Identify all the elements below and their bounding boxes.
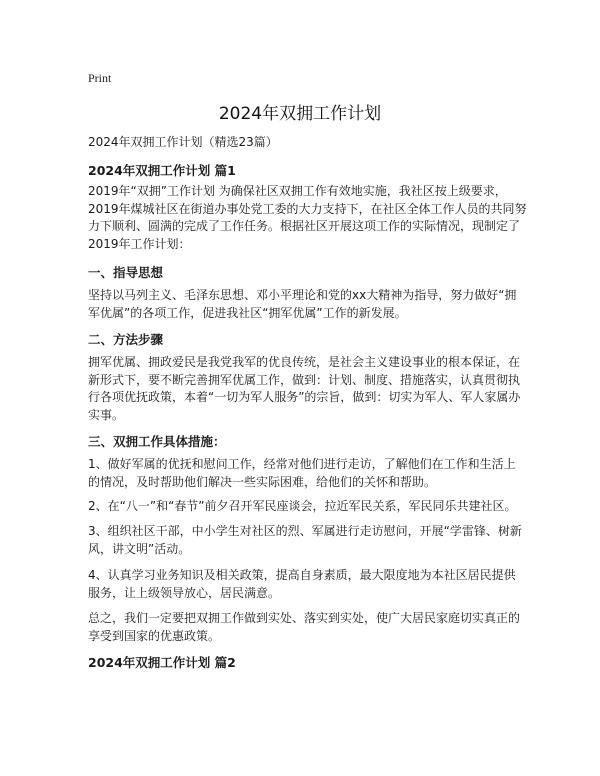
intro-line: 2019年煤城社区在街道办事处党工委的大力支持下，在社区全体工作人员的共同努 (88, 201, 527, 216)
section-2-paragraph (88, 354, 524, 424)
measure-4-line: 4、认真学习业务知识及相关政策，提高自身素质，最大限度地为本社区居民提供 (88, 568, 516, 582)
summary-line: 享受到国家的优惠政策。 (88, 628, 221, 643)
page-title: 2024年双拥工作计划 (218, 104, 382, 124)
intro-line: 2019年“双拥”工作计划 为确保社区双拥工作有效地实施，我社区按上级要求， (88, 184, 507, 198)
measure-2-paragraph (88, 498, 524, 516)
section-2-line: 新形式下，要不断完善拥军优属工作，做到：计划、制度、措施落实，认真贯彻执 (88, 372, 521, 387)
section-3-heading: 三、双拥工作具体措施： (88, 434, 226, 449)
intro-line: 力下顺利、圆满的完成了工作任务。根据社区开展这项工作的实际情况，现制定了 (88, 219, 521, 233)
section-2-line: 实事。 (88, 407, 125, 422)
section-1-line: 坚持以马列主义、毛泽东思想、邓小平理论和党的xx大精神为指导，努力做好“拥 (88, 288, 517, 302)
document-subtitle: 2024年双拥工作计划（精选23篇） (88, 135, 278, 149)
section-2-heading: 二、方法步骤 (88, 332, 164, 347)
part-1-heading: 2024年双拥工作计划 篇1 (88, 163, 236, 178)
intro-paragraph (88, 183, 527, 253)
section-2-line: 拥军优属、拥政爱民是我党我军的优良传统，是社会主义建设事业的根本保证，在 (88, 355, 521, 369)
measure-3-line: 3、组织社区干部，中小学生对社区的烈、军属进行走访慰问，开展“学雷锋、树新 (88, 524, 522, 538)
section-1-paragraph (88, 287, 524, 322)
measure-1-line: 的情况，及时帮助他们解决一些实际困难，给他们的关怀和帮助。 (88, 474, 437, 489)
section-1-heading: 一、指导思想 (88, 265, 164, 280)
measure-3-line: 风，讲文明”活动。 (88, 541, 191, 556)
print-label[interactable]: Print (88, 71, 112, 85)
intro-line: 2019年工作计划： (88, 236, 191, 251)
measure-2-line: 2、在“八一”和“春节”前夕召开军民座谈会，拉近军民关系，军民同乐共建社区。 (88, 499, 517, 513)
measure-1-paragraph (88, 456, 524, 491)
measure-1-line: 1、做好军属的优抚和慰问工作，经常对他们进行走访，了解他们在工作和生活上 (88, 457, 516, 471)
summary-paragraph (88, 610, 524, 645)
part-2-heading: 2024年双拥工作计划 篇2 (88, 655, 236, 670)
summary-line: 总之，我们一定要把双拥工作做到实处、落实到实处，使广大居民家庭切实真正的 (88, 611, 521, 625)
measure-4-paragraph (88, 567, 524, 602)
section-2-line: 行各项优抚政策，本着“一切为军人服务”的宗旨，做到：切实为军人、军人家属办 (88, 390, 521, 404)
measure-4-line: 服务，让上级领导放心，居民满意。 (88, 585, 281, 600)
section-1-line: 军优属”的各项工作，促进我社区“拥军优属”工作的新发展。 (88, 305, 407, 320)
measure-3-paragraph (88, 523, 524, 558)
